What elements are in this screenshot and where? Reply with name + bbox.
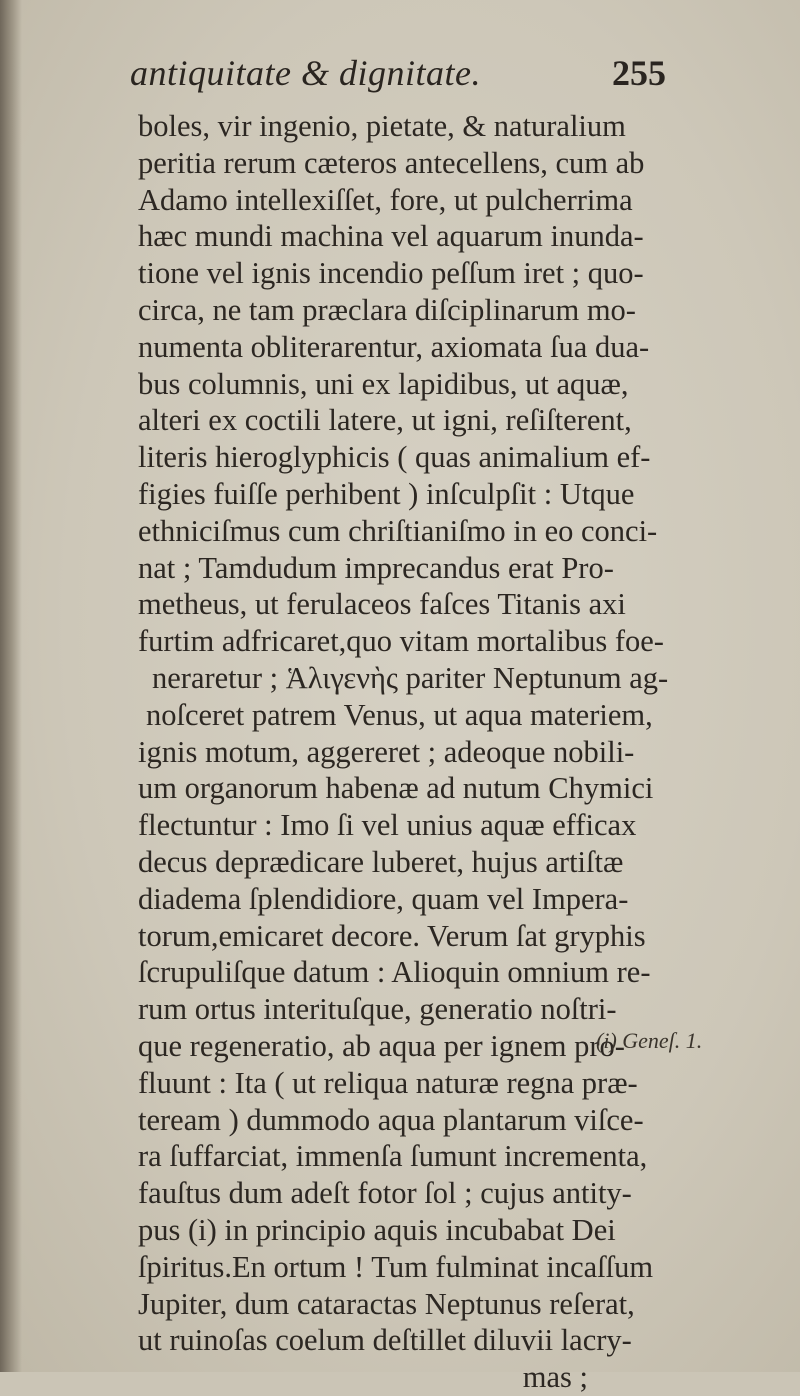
text-line: ra ſuffarciat, immenſa ſumunt incrementa, [138, 1139, 648, 1174]
text-line: diadema ſplendidiore, quam vel Impera- [138, 881, 629, 916]
text-line: metheus, ut ferulaceos faſces Titanis axi [138, 587, 626, 622]
text-line: ethniciſmus cum chriſtianiſmo in eo conci- [138, 513, 658, 548]
text-line: furtim adfricaret,quo vitam mortalibus foe- [138, 624, 664, 659]
text-line: circa, ne tam præclara diſciplinarum mo- [138, 292, 636, 327]
text-line: neraretur ; Ἁλιγενὴς pariter Neptunum ag- [152, 660, 669, 695]
text-line: Adamo intellexiſſet, fore, ut pulcherrima [138, 182, 633, 217]
text-line: ignis motum, aggereret ; adeoque nobili- [138, 734, 635, 769]
text-line: figies fuiſſe perhibent ) inſculpſit : Utque [138, 476, 635, 511]
page-number: 255 [612, 53, 666, 93]
text-line: ſpiritus.En ortum ! Tum fulminat incaſſum [138, 1249, 654, 1284]
text-line: literis hieroglyphicis ( quas animalium ef- [138, 440, 651, 475]
text-line: decus deprædicare luberet, hujus artiſtæ [138, 844, 624, 879]
text-line: fluunt : Ita ( ut reliqua naturæ regna præ- [138, 1065, 638, 1100]
catchword: mas ; [522, 1360, 588, 1395]
margin-note: (i) Geneſ. 1. [596, 1028, 703, 1053]
text-line: rum ortus interituſque, generatio noſtri- [138, 992, 617, 1027]
text-line: ſcrupuliſque datum : Alioquin omnium re- [138, 955, 651, 990]
text-line: teream ) dummodo aqua plantarum viſce- [138, 1102, 644, 1137]
text-line: peritia rerum cæteros antecellens, cum ab [138, 145, 645, 180]
text-line: alteri ex coctili latere, ut igni, reſiſterent, [138, 403, 632, 438]
text-line: pus (i) in principio aquis incubabat Dei [138, 1212, 616, 1247]
text-line: bus columnis, uni ex lapidibus, ut aquæ, [138, 366, 629, 401]
text-line: nat ; Tamdudum imprecandus erat Pro- [138, 550, 614, 585]
text-line: hæc mundi machina vel aquarum inunda- [138, 219, 644, 254]
text-line: torum,emicaret decore. Verum ſat gryphis [138, 918, 646, 953]
text-line: fauſtus dum adeſt fotor ſol ; cujus antity- [138, 1176, 632, 1211]
text-line: que regeneratio, ab aqua per ignem pro- [138, 1028, 625, 1063]
page-gutter-shadow [0, 0, 22, 1372]
text-line: boles, vir ingenio, pietate, & naturalium [138, 109, 626, 143]
text-line: numenta obliterarentur, axiomata ſua dua- [138, 329, 650, 364]
text-line: um organorum habenæ ad nutum Chymici [138, 771, 654, 806]
text-line: flectuntur : Imo ſi vel unius aquæ efficax [138, 808, 637, 843]
text-line: ut ruinoſas coelum deſtillet diluvii lacry- [138, 1323, 632, 1358]
text-line: noſceret patrem Venus, ut aqua materiem, [146, 697, 653, 732]
running-head: antiquitate & dignitate. [130, 53, 481, 93]
text-line: tione vel ignis incendio peſſum iret ; quo- [138, 256, 644, 291]
text-line: Jupiter, dum cataractas Neptunus reſerat, [138, 1286, 635, 1321]
